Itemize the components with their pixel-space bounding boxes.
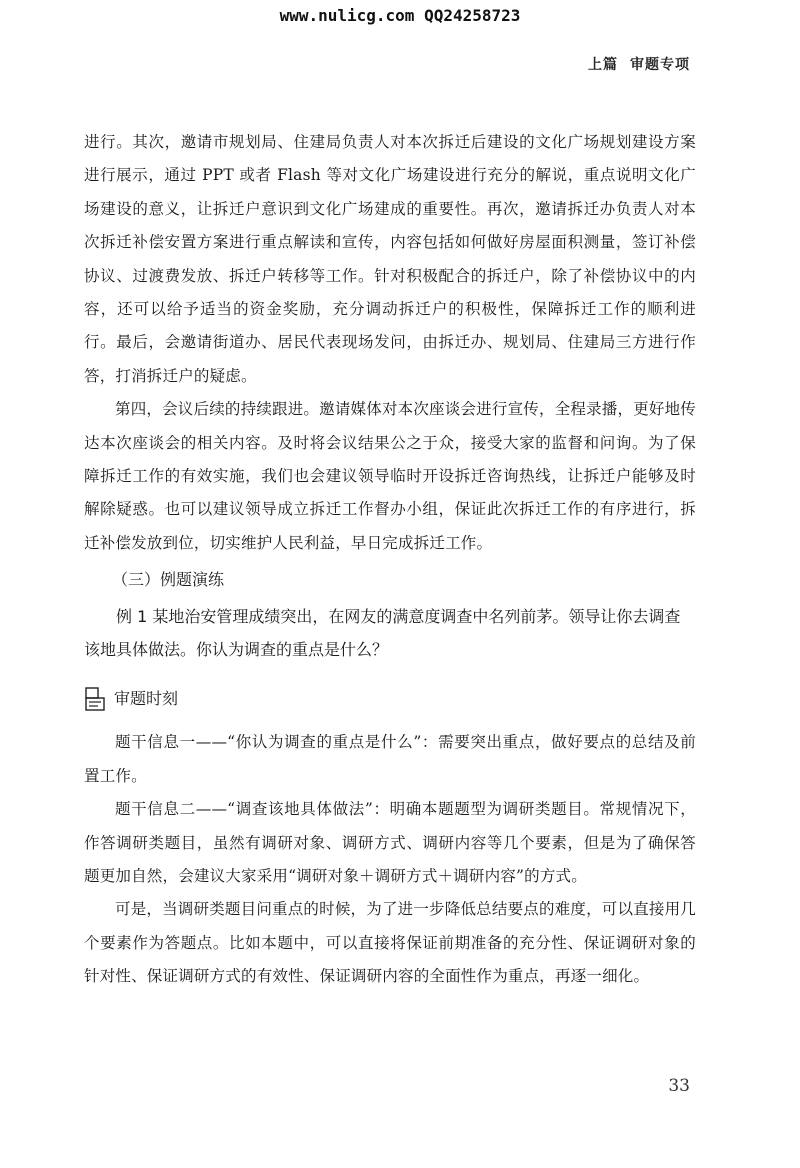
section-heading [84, 684, 696, 714]
section-title: 审题时刻 [114, 689, 179, 709]
running-header [588, 54, 690, 74]
body-paragraph-2: 第四，会议后续的持续跟进。邀请媒体对本次座谈会进行宣传，全程录播，更好地传达本次座谈会的相关内容。及时将会议结果公之于众，接受大家的监督和问询。为了保障拆迁工作的有效实施，我们也会建议领导临时开设拆迁咨询热线，让拆迁户能够及时解除疑惑。也可以建议领导成立拆迁工作督办小组，保证此次拆迁工作的有序进行，拆迁补偿发放到位，切实维护人民利益，早日完成拆迁工作。 [84, 400, 696, 552]
header-part: 上篇 [588, 57, 618, 73]
analysis-paragraph-2: 题干信息二——“调查该地具体做法”：明确本题题型为调研类题目。常规情况下，作答调研类题目，虽然有调研对象、调研方式、调研内容等几个要素，但是为了确保答题更加自然，会建议大家采用“调研对象＋调研方式＋调研内容”的方式。 [84, 800, 696, 885]
subheading-example-practice: （三）例题演练 [112, 570, 225, 590]
analysis-paragraph-1: 题干信息一——“你认为调查的重点是什么”：需要突出重点，做好要点的总结及前置工作。 [84, 733, 696, 785]
page-number: 33 [668, 1076, 690, 1096]
analysis-paragraph-3: 可是，当调研类题目问重点的时候，为了进一步降低总结要点的难度，可以直接用几个要素作为答题点。比如本题中，可以直接将保证前期准备的充分性、保证调研对象的针对性、保证调研方式的有效性、保证调研内容的全面性作为重点，再逐一细化。 [84, 900, 696, 986]
header-section: 审题专项 [630, 57, 690, 73]
watermark-text: www.nulicg.com QQ24258723 [279, 6, 521, 25]
example-question: 例 1 某地治安管理成绩突出，在网友的满意度调查中名列前茅。领导让你去调查该地具体做法。你认为调查的重点是什么？ [84, 607, 681, 660]
body-paragraph-1: 进行。其次，邀请市规划局、住建局负责人对本次拆迁后建设的文化广场规划建设方案进行展示，通过 PPT 或者 Flash 等对文化广场建设进行充分的解说，重点说明文化广场建设的意义，让拆迁户意识到文化广场建成的重要性。再次，邀请拆迁办负责人对本次拆迁补偿安置方案进行重点解读和宣传，内容包括如何做好房屋面积测量，签订补偿协议、过渡费发放、拆迁户转移等工作。针对积极配合的拆迁户，除了补偿协议中的内容，还可以给予适当的资金奖励，充分调动拆迁户的积极性，保障拆迁工作的顺利进行。最后，会邀请街道办、居民代表现场发问，由拆迁办、规划局、住建局三方进行作答，打消拆迁户的疑虑。 [84, 133, 696, 385]
page-content [84, 126, 696, 994]
review-marker-icon [84, 686, 106, 712]
